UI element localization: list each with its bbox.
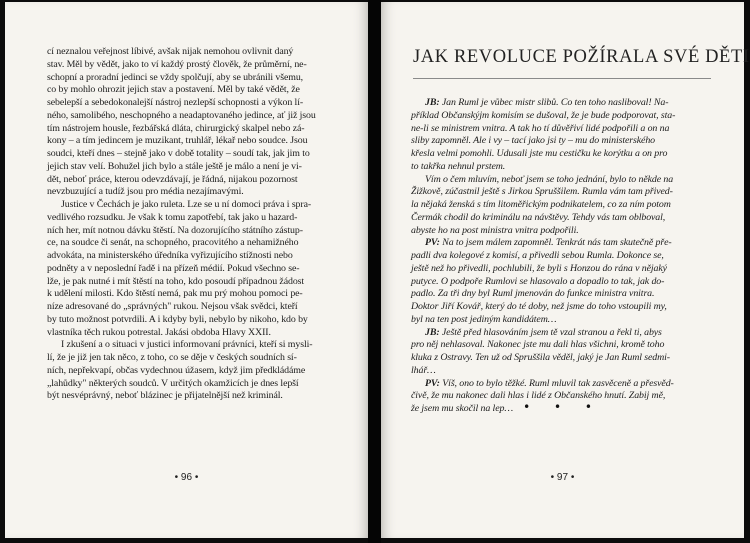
line-text: vlastníka těch rukou potrestal. Jakási obdoba Hlavy XXII. (47, 326, 271, 338)
text-line (47, 339, 343, 352)
line-text: Žižkově, zúčastnil ještě s Jirkou Spruššilem. Rumla vám tam přived- (411, 186, 673, 198)
text-line (47, 250, 343, 263)
line-text: lí, že je již jen tak něco, z toho, co se děje v českých soudních sí- (47, 352, 297, 363)
line-text: lže, je pak nutné i mít štěstí na toho, kdo posoudí případnou žádost (47, 275, 305, 287)
text-line (411, 250, 711, 263)
line-text: kluka z Ostravy. Ten už od Spruššila věděl, jaký je Jan Ruml sedmi- (411, 352, 670, 363)
left-page-number: • 96 • (174, 472, 199, 483)
text-line (47, 352, 343, 365)
text-line (47, 365, 343, 378)
line-text: co by mohlo ohrozit jejich stav a postavení. Měl by také vědět, že (47, 84, 300, 96)
line-text: vedlivého rozsudku. Je však k tomu zapotřebí, tak jako u hazard- (47, 211, 298, 223)
line-text: Doktor Jiří Kovář, který do té doby, než jsme do toho vstoupili my, (411, 301, 667, 312)
text-line (47, 390, 343, 403)
line-text: Na to jsem málem zapomněl. Tenkrát nás tam skutečně pře- (439, 237, 672, 249)
chapter-title-rule (413, 78, 711, 79)
line-text: ne-li se ministrem vnitra. A tak ho tí důvěřiví lidé podpořili a on na (411, 122, 670, 134)
line-text: kony – a tím jedincem je muzikant, truhlář, lékař nebo soudce. Jsou (47, 135, 308, 147)
text-line (411, 301, 711, 314)
text-line (47, 135, 343, 148)
text-line (47, 288, 343, 301)
text-line (47, 212, 343, 225)
line-text: pro něj nehlasoval. Nakonec jste mu dali hlas všichni, kromě toho (411, 339, 665, 351)
line-text: k udělení milosti. Kdo štěstí nemá, pak mu prý mohou pomoci pe- (47, 288, 303, 300)
text-line (47, 174, 343, 187)
text-line (47, 123, 343, 136)
line-text: byl na ten post jediným kandidátem… (411, 313, 557, 325)
text-line (47, 276, 343, 289)
text-line (411, 97, 711, 110)
speaker-label: PV: (425, 237, 440, 249)
line-text: jejich stav velí. Bohužel jich bylo a stále ještě je málo a není je vi- (47, 160, 302, 172)
line-text: sliby zapomněl. Ale i vy – tací jako jsi ty – mu do ministerského (411, 135, 655, 147)
text-line (47, 314, 343, 327)
line-text: padlo. Za tři dny byl Ruml jmenován do funkce ministra vnitra. (411, 288, 655, 300)
line-text: padli dva kolegové z komisí, a přivedli sebou Rumla. Dokonce se, (411, 250, 664, 261)
line-text: „lahůdky" některých soudců. V určitých okamžicích je dnes lepší (47, 377, 299, 389)
line-text: ních her, mít notnou dávku štěstí. Na dozorujícího státního zástup- (47, 224, 303, 236)
text-line (47, 72, 343, 85)
line-text: lhář… (411, 364, 436, 376)
text-line (411, 365, 711, 378)
text-line (47, 110, 343, 123)
line-text: nevzbuzující a tudíž jsou pro média nezajímavými. (47, 186, 244, 198)
line-text: schopní a proradní jedinci se vždy spolčují, aby se ubránili všemu, (47, 71, 304, 83)
text-line (47, 199, 343, 212)
line-text: příklad Občanskýjm komisím se dušoval, že je bude podporovat, sta- (411, 109, 676, 121)
text-line (411, 276, 711, 289)
right-page (381, 2, 750, 538)
section-separator: • • • (523, 400, 602, 414)
text-line (411, 174, 711, 187)
line-text: ce, na soudce či senát, na schopného, pracovitého a nehamižného (47, 237, 299, 249)
line-text: stav. Měl by vědět, jako to ví každý prostý člověk, že průměrní, ne- (47, 58, 307, 70)
text-line (47, 84, 343, 97)
right-page-number: • 97 • (550, 472, 575, 483)
line-text: ních, nepřekvapí, občas vydechnou úžasem, když jim předkládáme (47, 364, 306, 376)
line-text: níze adresované do „správných" rukou. Nejsou však svědci, kteří (47, 301, 298, 312)
speaker-label: JB: (425, 326, 440, 338)
line-text: putyce. O podpoře Rumlovi se hlasovalo a dopadlo to tak, jak do- (411, 275, 665, 287)
text-line (411, 314, 711, 327)
line-text: Víš, ono to bylo těžké. Ruml mluvil tak zasvěceně a přesvěd- (439, 377, 674, 389)
line-text: být nesvéprávný, neboť blázinec je přijatelnější než kriminál. (47, 390, 283, 402)
text-line (411, 123, 711, 136)
line-text: by tuto možnost potvrdili. A i kdyby byli, nebylo by nikoho, kdo by (47, 313, 308, 325)
text-line (47, 237, 343, 250)
line-text: Čermák chodil do kriminálu na návštěvy. Tehdy vás tam oblboval, (411, 211, 666, 223)
text-line (47, 161, 343, 174)
text-line (47, 148, 343, 161)
line-text: soudci, kteří dnes – stejně jako v době totality – soudí tak, jak jim to (47, 148, 310, 159)
text-line (411, 110, 711, 123)
text-line (47, 59, 343, 72)
line-text: advokáta, na ministerského úředníka vyřizujícího stížnosti nebo (47, 250, 293, 261)
book-gutter (368, 0, 381, 543)
text-line (411, 327, 711, 340)
text-line (411, 237, 711, 250)
line-text: dět, neboť práce, kterou odevzdávají, je řádná, nijakou pozornost (47, 173, 298, 185)
text-line (411, 263, 711, 276)
text-line (411, 288, 711, 301)
line-text: to takřka nehnul prstem. (411, 160, 506, 172)
text-line (411, 161, 711, 174)
line-text: ného, samolibého, neschopného a neadaptovaného jedince, ať již jsou (47, 109, 316, 121)
line-text: abyste ho na post ministra vnitra podpořili. (411, 224, 579, 236)
line-text: že jsem mu skočil na lep… (411, 403, 513, 414)
text-line (47, 263, 343, 276)
text-line (47, 46, 343, 59)
text-line (411, 186, 711, 199)
text-line (47, 301, 343, 314)
text-line (411, 339, 711, 352)
line-text: tím nástrojem housle, řezbářská dláta, chirurgický skalpel nebo zá- (47, 122, 305, 134)
line-text: cí neznalou veřejnost líbivé, avšak nijak nemohou ovlivnit daný (47, 46, 294, 57)
text-line (47, 225, 343, 238)
line-text: ještě než ho přivedli, pochlubili, že byli s Honzou do rána v nějaký (411, 262, 667, 274)
line-text: sebelepší a sebedokonalejší nástroj nezlepší schopnosti a výkon lí- (47, 97, 304, 108)
text-line (47, 186, 343, 199)
text-line (411, 212, 711, 225)
line-text: Vím o čem mluvím, neboť jsem se toho jednání, bylo to někde na (425, 173, 674, 185)
left-page (5, 2, 368, 538)
line-text: Justice v Čechách je jako ruleta. Lze se u ní domoci práva i spra- (61, 199, 312, 210)
text-line (411, 378, 711, 391)
text-line (411, 352, 711, 365)
text-line (411, 148, 711, 161)
text-line (411, 199, 711, 212)
text-line (47, 378, 343, 391)
text-line (411, 135, 711, 148)
speaker-label: JB: (425, 97, 440, 108)
line-text: Jan Ruml je vůbec mistr slibů. Co ten toho nasliboval! Na- (439, 97, 669, 108)
left-page-body-text (47, 46, 343, 403)
text-line (411, 225, 711, 238)
line-text: Ještě před hlasováním jsem tě vzal stranou a řekl ti, abys (439, 326, 662, 338)
speaker-label: PV: (425, 377, 440, 389)
line-text: podněty a v neposlední řadě i na přízeň médií. Pokud všechno se- (47, 262, 300, 274)
text-line (47, 97, 343, 110)
line-text: I zkušení a o situaci v justici informovaní právníci, kteří si mysli- (61, 339, 313, 351)
text-line (47, 327, 343, 340)
line-text: křesla velmi pomohli. Udusali jste mu cestičku ke korýtku a on pro (411, 148, 668, 159)
chapter-title: JAK REVOLUCE POŽÍRALA SVÉ DĚTI (413, 47, 750, 67)
line-text: la nějaká ženská s tím litoměřickým podnikatelem, co za ním potom (411, 199, 671, 210)
line-text: čivě, že mu nakonec dali hlas i lidé z Občanského hnutí. Zabij mě, (411, 390, 666, 402)
right-page-body-text (411, 97, 711, 416)
